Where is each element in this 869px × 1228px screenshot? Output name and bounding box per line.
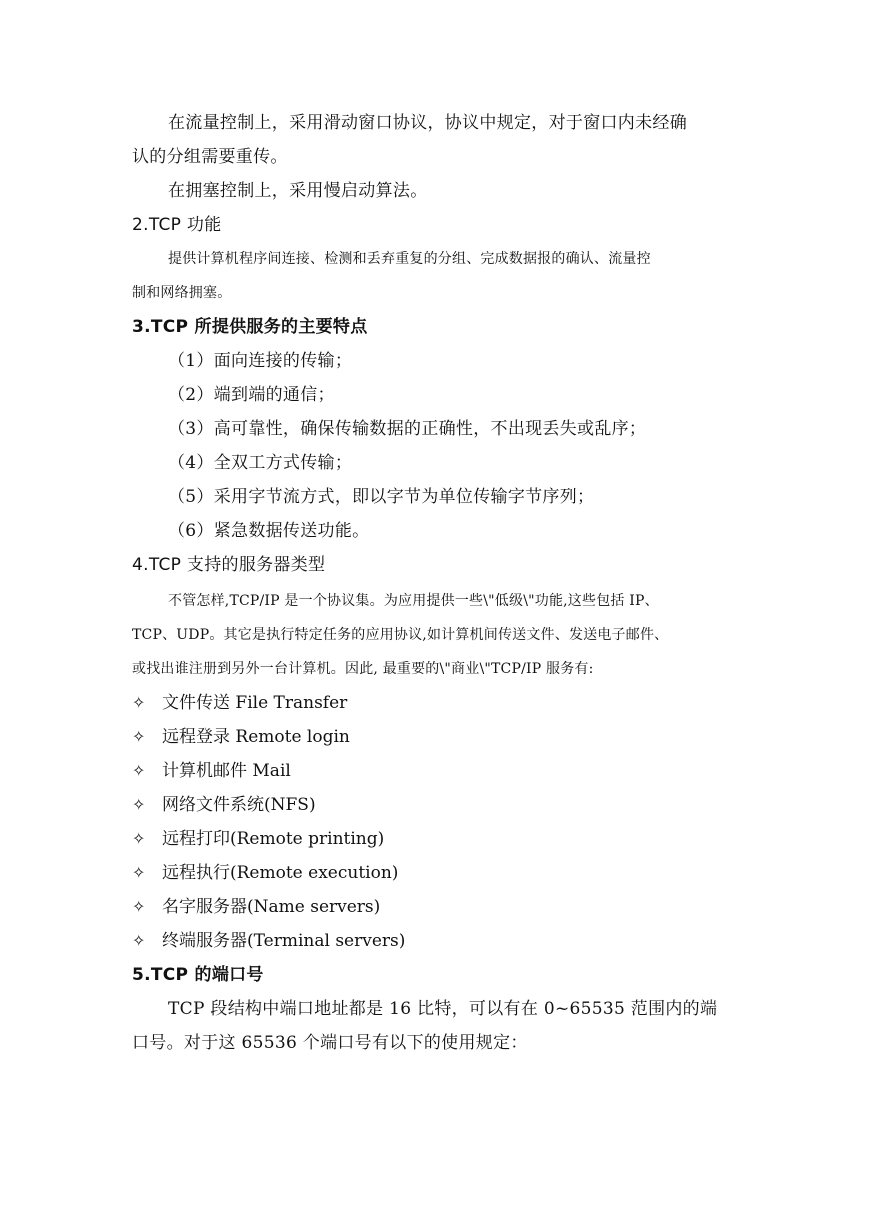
section-5-line-2: 口号。对于这 65536 个端口号有以下的使用规定： — [132, 1033, 528, 1053]
feature-item-1: （1）面向连接的传输； — [168, 351, 353, 371]
section-3-heading: 3.TCP 所提供服务的主要特点 — [132, 317, 368, 337]
section-4-line-2: TCP、UDP。其它是执行特定任务的应用协议,如计算机间传送文件、发送电子邮件、 — [132, 627, 669, 643]
diamond-bullet-icon: ✧ — [132, 897, 146, 916]
service-label: 名字服务器(Name servers) — [162, 897, 381, 917]
feature-item-3: （3）高可靠性，确保传输数据的正确性，不出现丢失或乱序； — [168, 419, 647, 439]
diamond-bullet-icon: ✧ — [132, 727, 146, 746]
diamond-bullet-icon: ✧ — [132, 795, 146, 814]
service-item — [132, 828, 384, 850]
service-item — [132, 896, 380, 918]
feature-item-5: （5）采用字节流方式，即以字节为单位传输字节序列； — [168, 487, 595, 507]
service-label: 计算机邮件 Mail — [162, 761, 291, 781]
section-2-heading: 2.TCP 功能 — [132, 215, 222, 235]
feature-item-4: （4）全双工方式传输； — [168, 453, 353, 473]
section-5-line-1: TCP 段结构中端口地址都是 16 比特，可以有在 0~65535 范围内的端 — [168, 999, 718, 1019]
service-item — [132, 760, 291, 782]
section-5-heading: 5.TCP 的端口号 — [132, 965, 264, 985]
service-item — [132, 726, 350, 748]
diamond-bullet-icon: ✧ — [132, 863, 146, 882]
service-item — [132, 692, 347, 714]
service-label: 终端服务器(Terminal servers) — [162, 931, 406, 951]
section-4-heading: 4.TCP 支持的服务器类型 — [132, 555, 326, 575]
feature-item-6: （6）紧急数据传送功能。 — [168, 521, 370, 541]
congestion-control-text: 在拥塞控制上，采用慢启动算法。 — [168, 181, 428, 201]
service-label: 网络文件系统(NFS) — [162, 795, 316, 815]
diamond-bullet-icon: ✧ — [132, 693, 146, 712]
flow-control-line-1: 在流量控制上，采用滑动窗口协议，协议中规定，对于窗口内未经确 — [168, 113, 687, 133]
section-2-line-1: 提供计算机程序间连接、检测和丢弃重复的分组、完成数据报的确认、流量控 — [168, 251, 651, 267]
section-2-line-2: 制和网络拥塞。 — [132, 285, 232, 301]
feature-item-2: （2）端到端的通信； — [168, 385, 335, 405]
flow-control-line-2: 认的分组需要重传。 — [132, 147, 288, 167]
service-item — [132, 862, 398, 884]
service-label: 远程打印(Remote printing) — [162, 829, 385, 849]
diamond-bullet-icon: ✧ — [132, 761, 146, 780]
section-4-line-1: 不管怎样,TCP/IP 是一个协议集。为应用提供一些\"低级\"功能,这些包括 IP、 — [168, 593, 659, 609]
diamond-bullet-icon: ✧ — [132, 829, 146, 848]
section-4-line-3: 或找出谁注册到另外一台计算机。因此, 最重要的\"商业\"TCP/IP 服务有: — [132, 661, 594, 677]
service-item — [132, 794, 316, 816]
service-label: 文件传送 File Transfer — [162, 693, 348, 713]
service-item — [132, 930, 405, 952]
service-label: 远程执行(Remote execution) — [162, 863, 399, 883]
diamond-bullet-icon: ✧ — [132, 931, 146, 950]
service-label: 远程登录 Remote login — [162, 727, 350, 747]
